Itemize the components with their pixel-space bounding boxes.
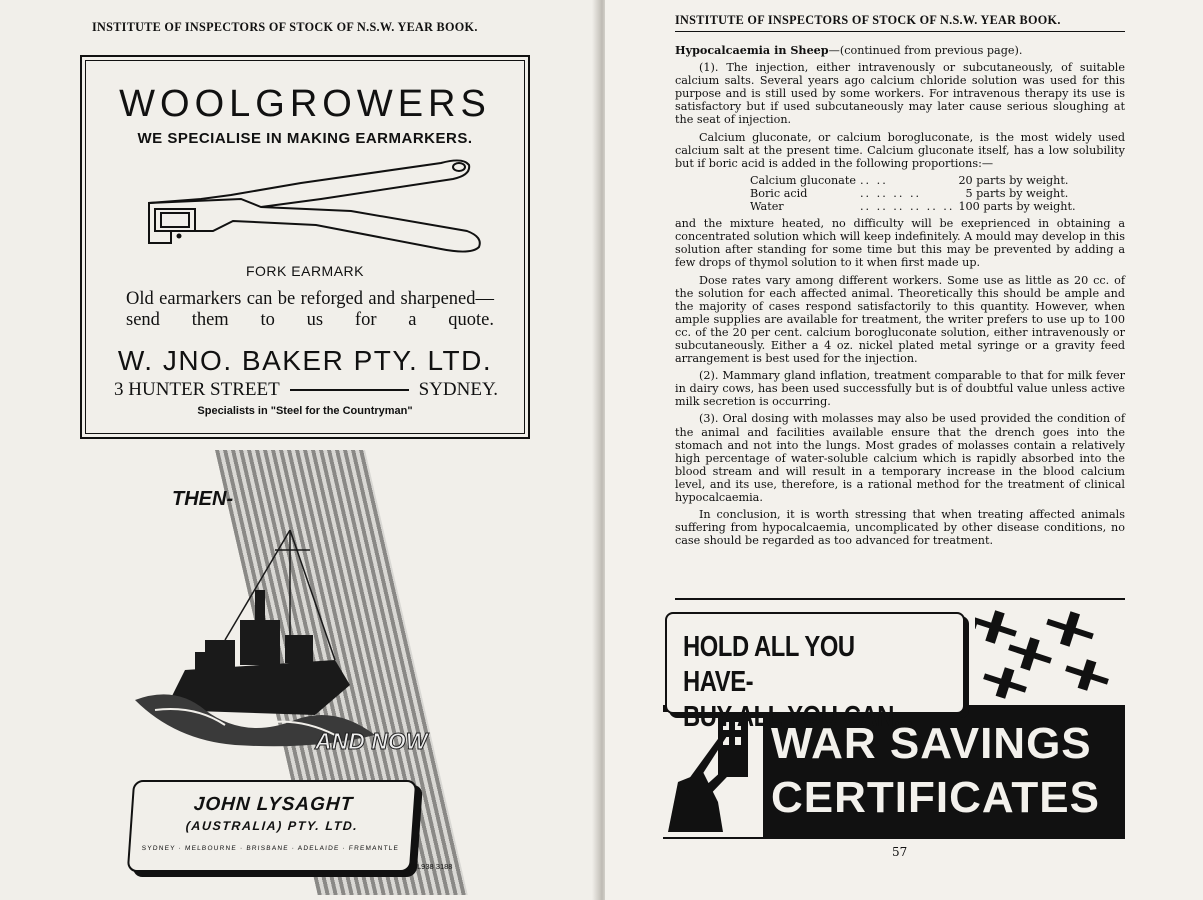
war-savings-line-1: WAR SAVINGS — [771, 719, 1092, 768]
table-row — [750, 187, 1080, 200]
company-address — [114, 379, 498, 401]
paragraph-3: and the mixture heated, no difficulty will be exeprienced in obtaining a concentrated solution which will keep indefinitely. A mould may develop in this solution after standing for some time but this may be prevented by adding a few drops of thymol solution to it when first made up. — [675, 217, 1125, 270]
recipe-amount: 100 parts by weight. — [958, 200, 1076, 214]
recipe-leader: .. .. .. .. .. .. — [859, 200, 955, 214]
right-running-header: INSTITUTE OF INSPECTORS OF STOCK OF N.S.W. YEAR BOOK. — [675, 13, 1125, 32]
lysaght-name-panel — [127, 780, 417, 872]
lysaght-company-line2: (AUSTRALIA) PTY. LTD. — [185, 819, 359, 833]
and-now-caption: AND NOW — [315, 728, 428, 754]
paragraph-4: Dose rates vary among different workers. Some use as little as 20 cc. of the solution for each affected animal. Theoretically this should be ample and the majority of cases respond satisfactorily to this quantity. However, when ample supplies are available for treatment, the writer prefers to use up to 100 cc. of the 20 per cent. calcium borogluconate solution, either intravenously or subcutaneously. Either a 4 oz. nickel plated metal syringe or a gravity feed arrangement is best used for the injection. — [675, 273, 1125, 366]
war-savings-title — [771, 717, 1100, 825]
reforge-notice: Old earmarkers can be reforged and sharpened—send them to us for a quote. — [126, 289, 494, 330]
article-continued-note: —(continued from previous page). — [828, 44, 1023, 57]
paragraph-7: In conclusion, it is worth stressing that when treating affected animals suffering from hypocalcaemia, uncomplicated by other disease conditions, no case should be regarded as too advanced for treatment. — [675, 508, 1125, 548]
slogan-line-1: HOLD ALL YOU HAVE- — [683, 631, 855, 698]
recipe-leader: .. .. .. .. — [859, 186, 922, 200]
recipe-item: Boric acid — [750, 186, 808, 200]
street-address: 3 HUNTER STREET — [114, 379, 280, 400]
woolgrowers-title: WOOLGROWERS — [119, 83, 491, 125]
paragraph-1: (1). The injection, either intravenously or subcutaneously, of suitable calcium salts. Several years ago calcium chloride solution was used for this purpose and is still used by some workers. For intravenous therapy its use is satisfactory but if used subcutaneously may later cause serious sloughing at the seat of injection. — [675, 61, 1125, 127]
company-name: W. JNO. BAKER PTY. LTD. — [117, 345, 493, 376]
lysaght-advertisement — [130, 450, 490, 890]
hold-all-panel — [665, 612, 965, 733]
paragraph-2: Calcium gluconate, or calcium borogluconate, is the most widely used calcium salt at the present time. Calcium gluconate itself, has a low solubility but if boric acid is added in the following proportions:— — [675, 130, 1125, 170]
left-running-header: INSTITUTE OF INSPECTORS OF STOCK OF N.S.W. YEAR BOOK. — [92, 20, 478, 34]
aircraft-formation-icon — [975, 609, 1125, 704]
war-savings-line-2: CERTIFICATES — [771, 773, 1100, 822]
ad-reference-code: L938 3188 — [417, 862, 453, 871]
lysaght-cities: SYDNEY · MELBOURNE · BRISBANE · ADELAIDE · FREMANTLE — [141, 845, 400, 852]
paragraph-6: (3). Oral dosing with molasses may also be used provided the condition of the animal and facilities available ensure that the drench goes into the stomach and not into the lungs. Most grades of molasses contain a relatively high percentage of water-soluble calcium which is rapidly absorbed into the blood stream and will result in a temporary increase in the blood calcium level, and its use, therefore, is a rational method for the treatment of clinical hypocalcaemia. — [675, 412, 1125, 504]
earmarker-plier-icon — [141, 151, 486, 261]
section-divider — [675, 598, 1125, 600]
recipe-item: Calcium gluconate — [750, 173, 856, 187]
table-row — [750, 200, 1080, 213]
recipe-amount: 5 parts by weight. — [965, 186, 1069, 200]
woolgrowers-inner-frame — [85, 60, 525, 434]
paragraph-5: (2). Mammary gland inflation, treatment comparable to that for milk fever in dairy cows, has been used successfully but is of doubtful value unless active milk secretion is occurring. — [675, 369, 1125, 409]
woolgrowers-subtitle: WE SPECIALISE IN MAKING EARMARKERS. — [137, 130, 473, 147]
city: SYDNEY. — [418, 379, 498, 400]
article-heading — [675, 44, 1125, 57]
then-caption: THEN- — [172, 488, 234, 510]
page-number: 57 — [892, 845, 908, 859]
war-savings-advertisement — [663, 607, 1125, 839]
recipe-leader: .. .. — [859, 173, 888, 187]
lysaght-company-line1: JOHN LYSAGHT — [193, 794, 354, 815]
recipe-amount: 20 parts by weight. — [958, 173, 1069, 187]
company-tagline: Specialists in "Steel for the Countryman" — [197, 405, 413, 417]
woolgrowers-advertisement — [80, 55, 530, 439]
right-page — [605, 0, 1203, 900]
recipe-item: Water — [750, 200, 784, 214]
table-row — [750, 174, 1080, 187]
proportions-table — [750, 174, 1080, 213]
article-title: Hypocalcaemia in Sheep — [675, 43, 829, 57]
warship-illustration-icon — [135, 510, 395, 760]
address-rule — [290, 389, 409, 391]
article-body — [675, 44, 1125, 551]
slogan-line-2: BUY ALL YOU CAN... — [683, 701, 913, 733]
left-page — [0, 0, 598, 900]
product-name: FORK EARMARK — [245, 263, 364, 279]
